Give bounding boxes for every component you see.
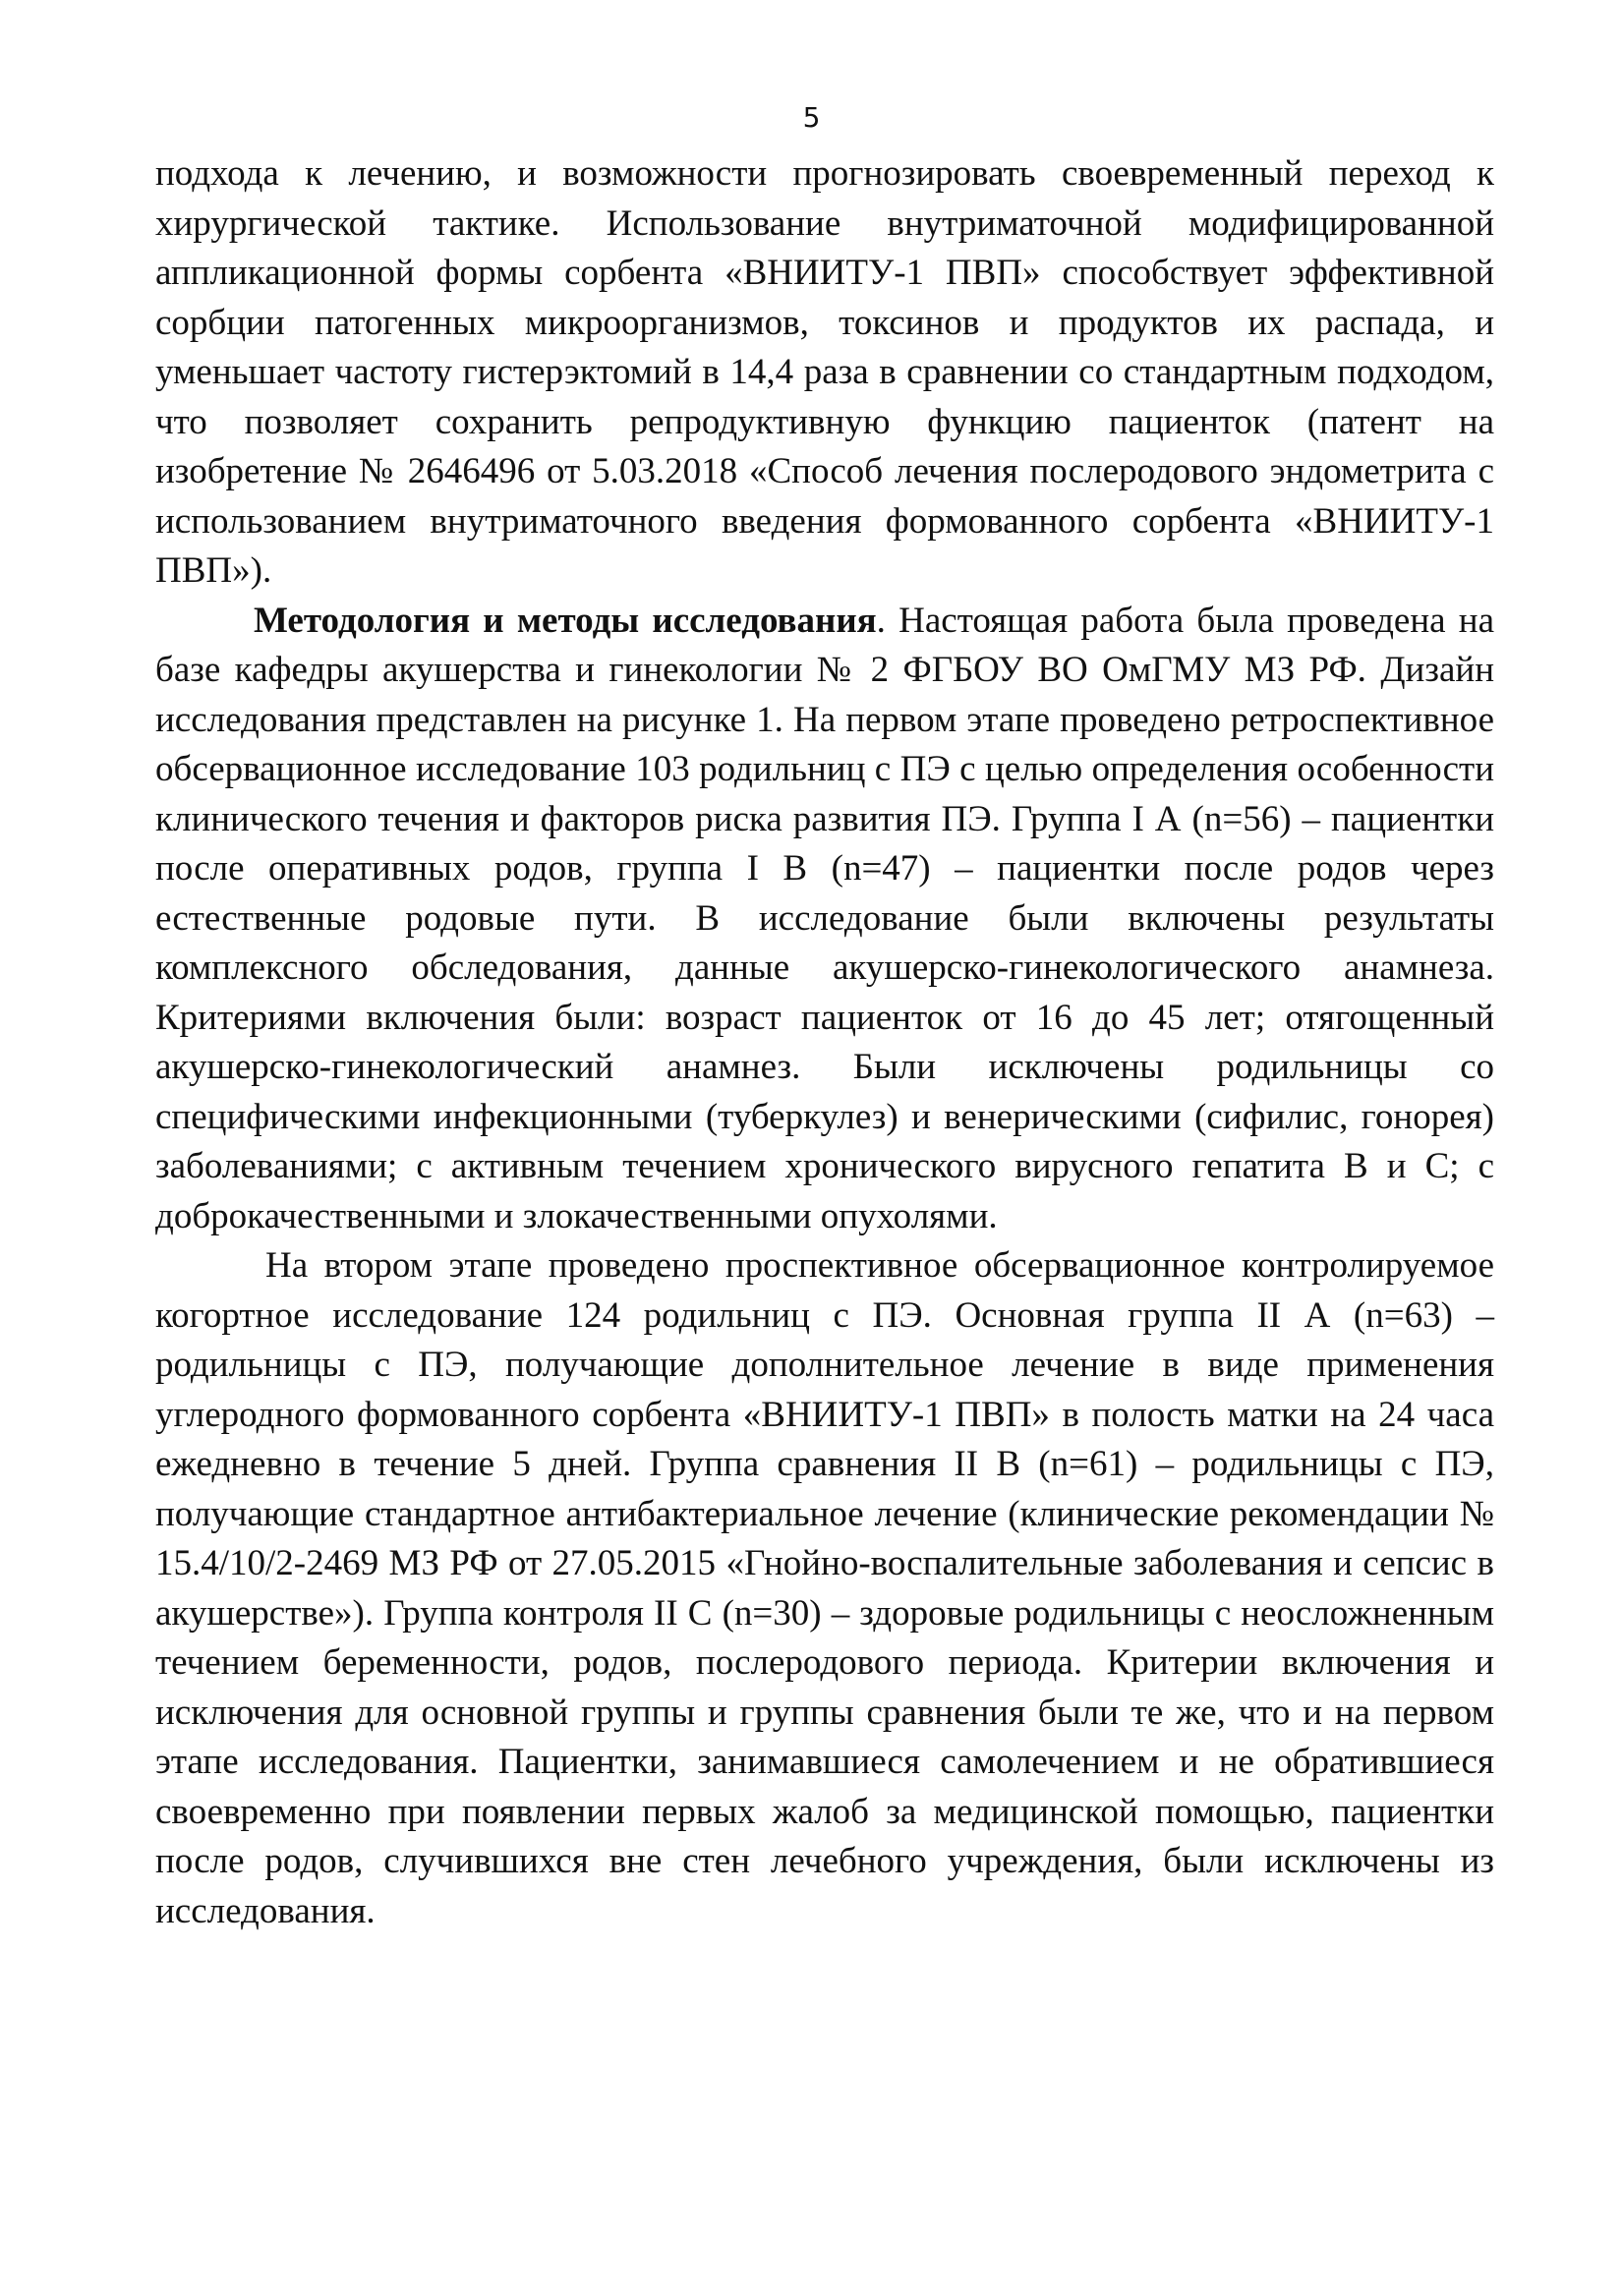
paragraph-continuation: подхода к лечению, и возможности прогнозировать своевременный переход к хирургической тактике. Использование внутриматочной модифицированной аппликационной формы сорбента «ВНИИТУ-1 ПВП» способствует эффективной сорбции патогенных микроорганизмов, токсинов и продуктов их распада, и уменьшает частоту гистерэктомий в 14,4 раза в сравнении со стандартным подходом, что позволяет сохранить репродуктивную функцию пациенток (патент на изобретение № 2646496 от 5.03.2018 «Способ лечения послеродового эндометрита с использованием внутриматочного введения формованного сорбента «ВНИИТУ-1 ПВП»). [155, 153, 1494, 591]
page-number: 5 [802, 101, 821, 134]
paragraph-second-stage: На втором этапе проведено проспективное обсервационное контролируемое когортное исследование 124 родильниц с ПЭ. Основная группа II А (n=63) – родильницы с ПЭ, получающие дополнительное лечение в виде применения углеродного формованного сорбента «ВНИИТУ-1 ПВП» в полость матки на 24 часа ежедневно в течение 5 дней. Группа сравнения II В (n=61) – родильницы с ПЭ, получающие стандартное антибактериальное лечение (клинические рекомендации № 15.4/10/2-2469 МЗ РФ от 27.05.2015 «Гнойно-воспалительные заболевания и сепсис в акушерстве»). Группа контроля II С (n=30) – здоровые родильницы с неосложненным течением беременности, родов, послеродового периода. Критерии включения и исключения для основной группы и группы сравнения были те же, что и на первом этапе исследования. Пациентки, занимавшиеся самолечением и не обратившиеся своевременно при появлении первых жалоб за медицинской помощью, пациентки после родов, случившихся вне стен лечебного учреждения, были исключены из исследования. [155, 1245, 1494, 1931]
body-text [155, 149, 1494, 1936]
section-heading-methodology: Методология и методы исследования [254, 600, 877, 641]
paragraph-methodology-text: . Настоящая работа была проведена на базе кафедры акушерства и гинекологии № 2 ФГБОУ ВО ОмГМУ МЗ РФ. Дизайн исследования представлен на рисунке 1. На первом этапе проведено ретроспективное обсервационное исследование 103 родильниц с ПЭ с целью определения особенности клинического течения и факторов риска развития ПЭ. Группа I А (n=56) – пациентки после оперативных родов, группа I В (n=47) – пациентки после родов через естественные родовые пути. В исследование были включены результаты комплексного обследования, данные акушерско-гинекологического анамнеза. Критериями включения были: возраст пациенток от 16 до 45 лет; отягощенный акушерско-гинекологический анамнез. Были исключены родильницы со специфическими инфекционными (туберкулез) и венерическими (сифилис, гонорея) заболеваниями; с активным течением хронического вирусного гепатита В и С; с доброкачественными и злокачественными опухолями. [155, 600, 1494, 1236]
paragraph-methodology [155, 597, 1494, 1242]
